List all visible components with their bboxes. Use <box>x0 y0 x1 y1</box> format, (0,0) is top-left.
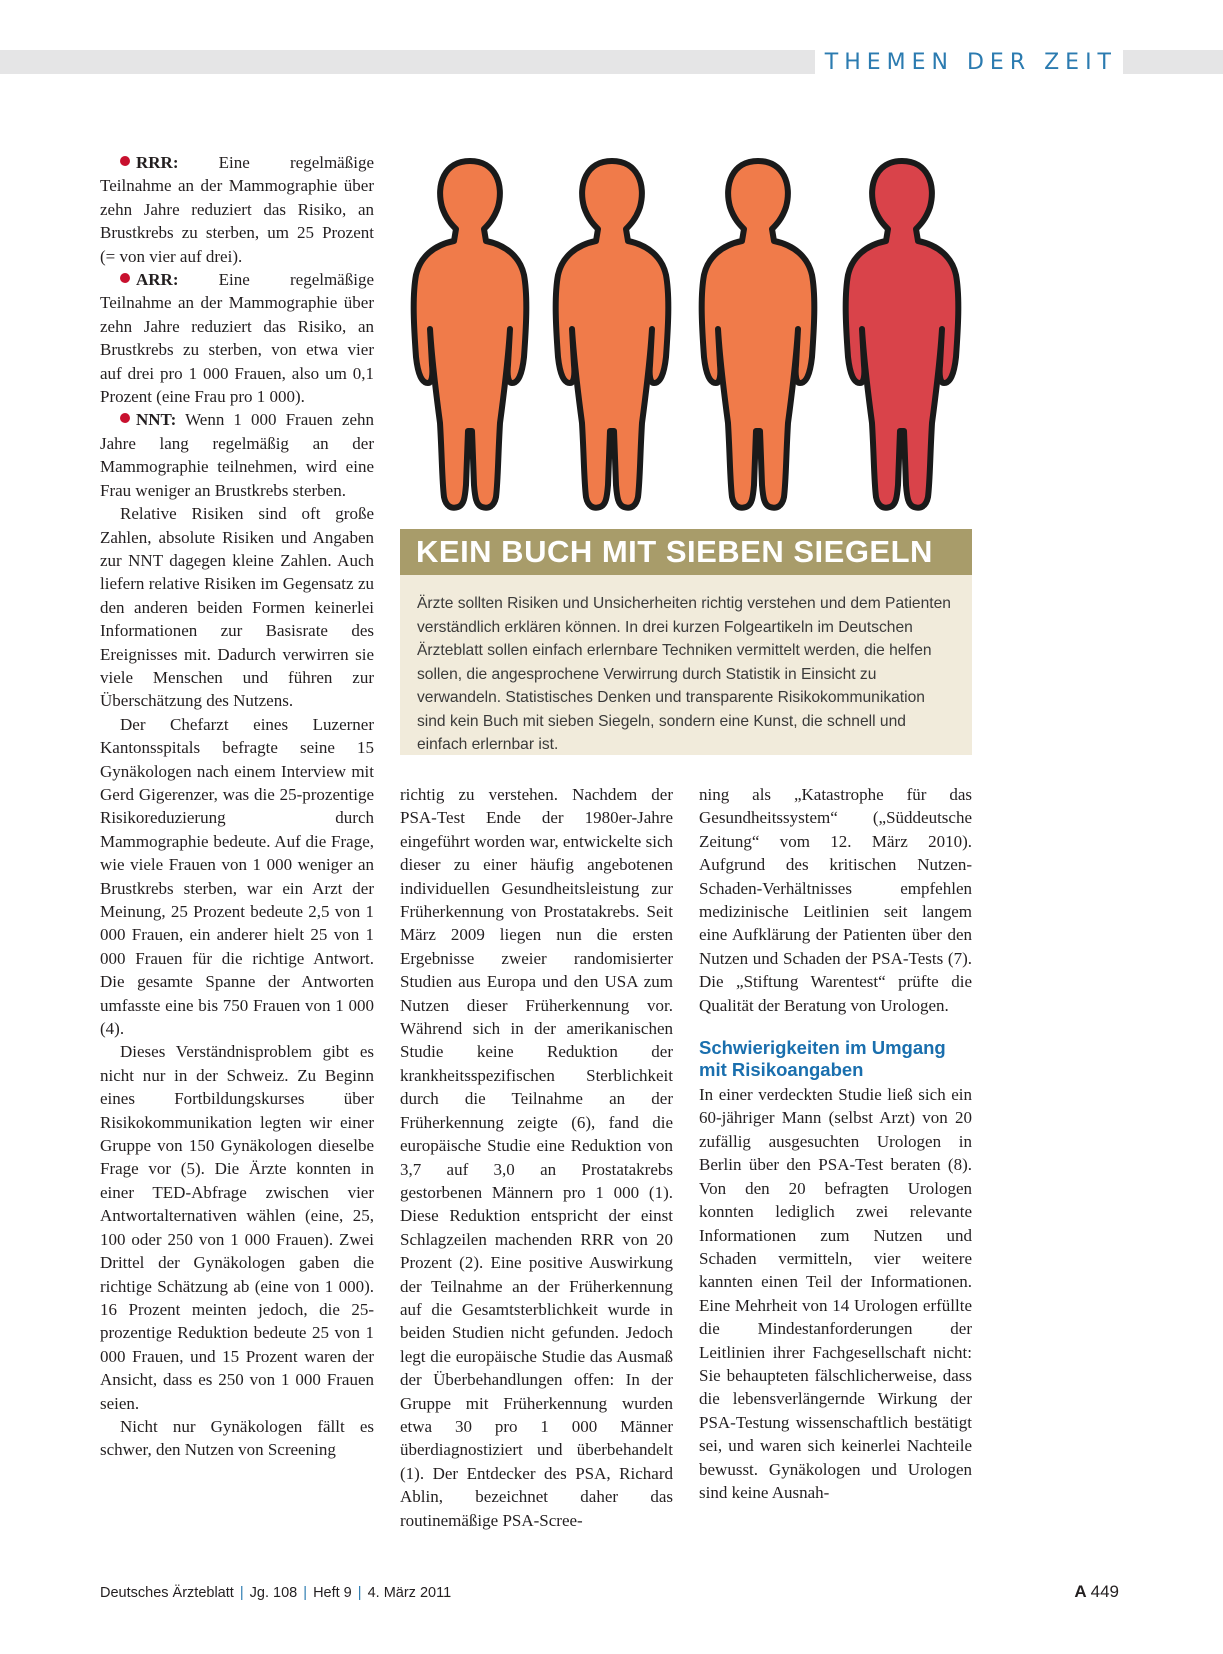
bullet-item-rrr <box>100 151 374 268</box>
figure-1 <box>414 161 527 508</box>
column-1 <box>100 151 374 1462</box>
bullet-text: Eine regelmäßige Teilnahme an der Mammographie über zehn Jahre reduziert das Risiko, an Brustkrebs zu sterben, um 25 Prozent (= von vier auf drei). <box>100 153 374 266</box>
paragraph: In einer verdeckten Studie ließ sich ein 60-jähriger Mann (selbst Arzt) von 20 zufällig ausgesuchten Urologen in Berlin über den PSA-Test beraten (8). Von den 20 befragten Urologen konnten lediglich zwei relevante Informationen zum Nutzen und Schaden vermitteln, vier weitere kannten einen Teil der Informationen. Eine Mehrheit von 14 Urologen erfüllte die Mindestanforderungen der Leitlinien ihrer Fachgesellschaft nicht: Sie behaupteten fälschlicherweise, dass die lebensverlängernde Wirkung der PSA-Testung wissenschaftlich bestätigt sei, und waren sich keinerlei Nachteile bewusst. Gynäkologen und Urologen sind keine Ausnah- <box>699 1085 972 1502</box>
column-3 <box>699 783 972 1504</box>
bullet-item-arr <box>100 268 374 408</box>
page-value: 449 <box>1090 1582 1119 1601</box>
bullet-item-nnt <box>100 408 374 502</box>
bullet-text: Wenn 1 000 Frauen zehn Jahre lang regelmäßig an der Mammographie teilnehmen, wird eine Frau weniger an Brustkrebs sterben. <box>100 410 374 500</box>
bullet-text: Eine regelmäßige Teilnahme an der Mammographie über zehn Jahre reduziert das Risiko, an Brustkrebs zu sterben, von etwa vier auf drei pro 1 000 Frauen, also um 0,1 Prozent (eine Frau pro 1 000). <box>100 270 374 407</box>
bullet-term: NNT: <box>136 410 177 430</box>
figure-2 <box>556 161 669 508</box>
bullet-dot-icon <box>120 413 130 423</box>
paragraph: richtig zu verstehen. Nachdem der PSA-Test Ende der 1980er-Jahre eingeführt worden war, entwickelte sich dieser zu einer häufig angebotenen individuellen Gesundheitsleistung zur Früherkennung von Prostatakrebs. Seit März 2009 liegen nun die ersten Ergebnisse zweier randomisierter Studien aus Europa und den USA zum Nutzen dieser Früherkennung vor. Während sich in der amerikanischen Studie keine Reduktion der krankheitsspezifischen Sterblichkeit durch die Teilnahme an der Früherkennung zeigte (6), fand die europäische Studie eine Reduktion von 3,7 auf 3,0 an Prostatakrebs gestorbenen Männern pro 1 000 (1). Diese Reduktion entspricht der einst Schlagzeilen machenden RRR von 20 Prozent (2). Eine positive Auswirkung der Teilnahme an der Früherkennung auf die Gesamtsterblichkeit wurde in beiden Studien nicht gefunden. Jedoch legt die europäische Studie das Ausmaß der Überbehandlungen offen: In der Gruppe mit Früherkennung wurden etwa 30 pro 1 000 Männer überdiagnostiziert und überbehandelt (1). Der Entdecker des PSA, Richard Ablin, bezeichnet daher das routinemäßige PSA-Scree- <box>400 785 673 1530</box>
paragraph: Dieses Verständnisproblem gibt es nicht nur in der Schweiz. Zu Beginn eines Fortbildungskurses über Risikokommunikation legten wir einer Gruppe von 150 Gynäkologen dieselbe Frage vor (5). Die Ärzte konnten in einer TED-Abfrage zwischen vier Antwortalternativen wählen (eine, 25, 100 oder 250 von 1 000 Frauen). Zwei Drittel der Gynäkologen gaben die richtige Schätzung ab (eine von 1 000). 16 Prozent meinten jedoch, die 25-prozentige Reduktion bedeute 25 von 1 000 Frauen, und 15 Prozent waren der Ansicht, dass es 250 von 1 000 Frauen seien. <box>100 1042 374 1413</box>
info-box <box>400 575 972 755</box>
separator: | <box>357 1585 362 1601</box>
bullet-dot-icon <box>120 156 130 166</box>
page-prefix: A <box>1074 1582 1087 1601</box>
separator: | <box>303 1585 308 1601</box>
issue: Heft 9 <box>313 1585 352 1601</box>
journal-name: Deutsches Ärzteblatt <box>100 1585 234 1601</box>
paragraph: Der Chefarzt eines Luzerner Kantonsspitals befragte seine 15 Gynäkologen nach einem Interview mit Gerd Gigerenzer, was die 25-prozentige Risikoreduzierung durch Mammographie bedeute. Auf die Frage, wie viele Frauen von 1 000 weniger an Brustkrebs sterben, war ein Arzt der Meinung, 25 Prozent bedeute 2,5 von 1 000 Frauen, ein anderer hielt 25 von 1 000 Frauen für die richtige Antwort. Die gesamte Spanne der Antworten umfasste eine bis 750 Frauen von 1 000 (4). <box>100 714 374 1039</box>
page-number <box>1074 1582 1119 1602</box>
figures-illustration <box>400 155 972 515</box>
bullet-term: RRR: <box>136 153 179 172</box>
separator: | <box>239 1585 244 1601</box>
volume: Jg. 108 <box>249 1585 298 1601</box>
figure-4-highlighted <box>846 161 959 508</box>
subheading: Schwierigkeiten im Umgang mit Risikoangaben <box>699 1037 946 1081</box>
box-title: KEIN BUCH MIT SIEBEN SIEGELN <box>416 534 933 569</box>
bullet-dot-icon <box>120 273 130 283</box>
bullet-term: ARR: <box>136 270 179 290</box>
column-2 <box>400 783 673 1532</box>
figure-3 <box>702 161 815 508</box>
paragraph: Relative Risiken sind oft große Zahlen, absolute Risiken und Angaben zur NNT dagegen kleine Zahlen. Auch liefern relative Risiken im Gegensatz zu den anderen beiden Formen keinerlei Informationen zur Basisrate des Ereignisses mit. Dadurch verwirren sie viele Menschen und führen zur Überschätzung des Nutzens. <box>100 504 374 711</box>
section-title: THEMEN DER ZEIT <box>815 50 1123 76</box>
box-text: Ärzte sollten Risiken und Unsicherheiten richtig verstehen und dem Patienten verständlich erklären können. In drei kurzen Folgeartikeln im Deutschen Ärzteblatt sollen einfach erlernbare Techniken vermittelt werden, die helfen sollen, die angesprochene Verwirrung durch Statistik in Einsicht zu verwandeln. Statistisches Denken und transparente Risikokommunikation sind kein Buch mit sieben Siegeln, sondern eine Kunst, die schnell und einfach erlernbar ist. <box>417 595 951 753</box>
issue-date: 4. März 2011 <box>367 1585 452 1601</box>
paragraph: Nicht nur Gynäkologen fällt es schwer, den Nutzen von Screening <box>100 1416 374 1460</box>
box-banner <box>400 529 972 575</box>
footer-citation <box>100 1585 451 1601</box>
paragraph: ning als „Katastrophe für das Gesundheitssystem“ („Süddeutsche Zeitung“ vom 12. März 2010). Aufgrund des kritischen Nutzen-Schaden-Verhältnisses empfehlen medizinische Leitlinien seit langem eine Aufklärung der Patienten über den Nutzen und Schaden der PSA-Tests (7). Die „Stiftung Warentest“ prüfte die Qualität der Beratung von Urologen. <box>699 785 972 1015</box>
